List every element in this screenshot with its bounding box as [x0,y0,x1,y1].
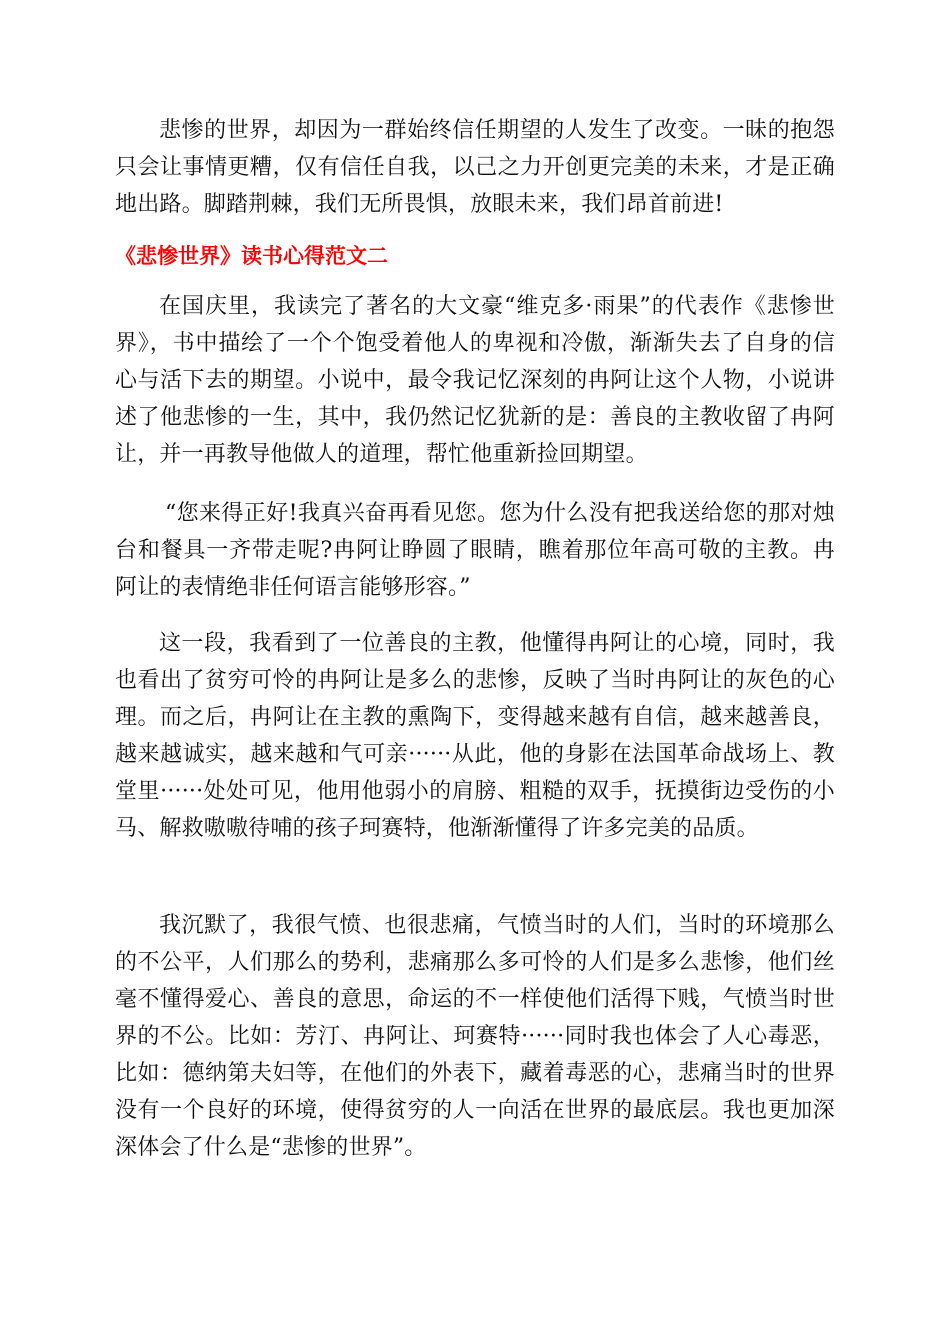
section-heading: 《悲惨世界》读书心得范文二 [115,244,388,268]
quote-paragraph: “您来得正好!我真兴奋再看见您。您为什么没有把我送给您的那对烛台和餐具一齐带走呢?冉阿让睁圆了眼睛，瞧着那位年高可敬的主教。冉阿让的表情绝非任何语言能够形容。” [115,501,835,600]
paragraph-4: 这一段，我看到了一位善良的主教，他懂得冉阿让的心境，同时，我也看出了贫穷可怜的冉阿让是多么的悲惨，反映了当时冉阿让的灰色的心理。而之后，冉阿让在主教的熏陶下，变得越来越有自信，越来越善良，越来越诚实，越来越和气可亲······从此，他的身影在法国革命战场上、教堂里······处处可见，他用他弱小的肩膀、粗糙的双手，抚摸街边受伤的小马、解救嗷嗷待哺的孩子珂赛特，他渐渐懂得了许多完美的品质。 [115,631,835,841]
paragraph-2: 在国庆里，我读完了著名的大文豪“维克多·雨果”的代表作《悲惨世界》，书中描绘了一个个饱受着他人的卑视和冷傲，渐渐失去了自身的信心与活下去的期望。小说中，最令我记忆深刻的冉阿让这个人物，小说讲述了他悲惨的一生，其中，我仍然记忆犹新的是：善良的主教收留了冉阿让，并一再教导他做人的道理，帮忙他重新捡回期望。 [115,294,835,467]
paragraph-5: 我沉默了，我很气愤、也很悲痛，气愤当时的人们，当时的环境那么的不公平，人们那么的势利，悲痛那么多可怜的人们是多么悲惨，他们丝毫不懂得爱心、善良的意思，命运的不一样使他们活得下贱，气愤当时世界的不公。比如：芳汀、冉阿让、珂赛特······同时我也体会了人心毒恶，比如：德纳第夫妇等，在他们的外表下，藏着毒恶的心，悲痛当时的世界没有一个良好的环境，使得贫穷的人一向活在世界的最底层。我也更加深深体会了什么是“悲惨的世界”。 [115,913,835,1160]
paragraph-1: 悲惨的世界，却因为一群始终信任期望的人发生了改变。一昧的抱怨只会让事情更糟，仅有信任自我，以己之力开创更完美的未来，才是正确地出路。脚踏荆棘，我们无所畏惧，放眼未来，我们昂首前进! [115,118,835,217]
